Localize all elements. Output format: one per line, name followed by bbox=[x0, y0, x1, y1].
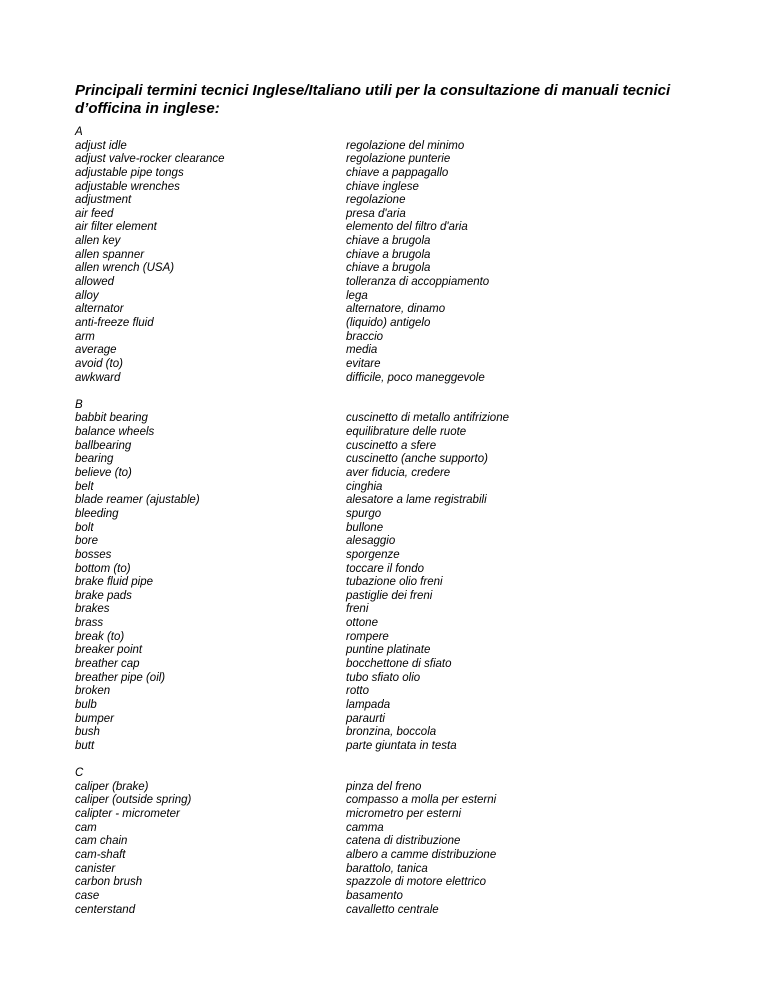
english-term: babbit bearing bbox=[75, 412, 148, 425]
italian-translation: (liquido) antigelo bbox=[346, 316, 431, 329]
glossary-entry bbox=[75, 549, 695, 563]
italian-translation: equilibrature delle ruote bbox=[346, 426, 467, 439]
english-term: butt bbox=[75, 739, 95, 752]
italian-translation: parte giuntata in testa bbox=[346, 739, 457, 752]
english-term: break (to) bbox=[75, 630, 125, 643]
english-term: bumper bbox=[75, 712, 114, 725]
italian-translation: puntine platinate bbox=[346, 644, 431, 657]
glossary-entry bbox=[75, 481, 695, 495]
glossary-entry bbox=[75, 440, 695, 454]
italian-translation: chiave a brugola bbox=[346, 262, 431, 275]
english-term: cam bbox=[75, 821, 97, 834]
italian-translation: catena di distribuzione bbox=[346, 835, 461, 848]
italian-translation: rotto bbox=[346, 685, 370, 698]
english-term: cam chain bbox=[75, 835, 128, 848]
english-term: avoid (to) bbox=[75, 357, 123, 370]
english-term: allen wrench (USA) bbox=[75, 262, 175, 275]
english-term: anti-freeze fluid bbox=[75, 316, 154, 329]
italian-translation: micrometro per esterni bbox=[346, 808, 462, 821]
italian-translation: toccare il fondo bbox=[346, 562, 424, 575]
glossary-entry bbox=[75, 808, 695, 822]
english-term: caliper (brake) bbox=[75, 780, 149, 793]
italian-translation: barattolo, tanica bbox=[346, 862, 428, 875]
glossary-entry bbox=[75, 467, 695, 481]
english-term: allowed bbox=[75, 276, 114, 289]
english-term: arm bbox=[75, 330, 95, 343]
english-term: balance wheels bbox=[75, 426, 155, 439]
glossary-entry bbox=[75, 208, 695, 222]
glossary-entry bbox=[75, 508, 695, 522]
italian-translation: braccio bbox=[346, 330, 384, 343]
glossary-entry bbox=[75, 849, 695, 863]
glossary-entry bbox=[75, 276, 695, 290]
glossary-entry bbox=[75, 726, 695, 740]
glossary-entry bbox=[75, 140, 695, 154]
glossary-entry bbox=[75, 658, 695, 672]
italian-translation: lampada bbox=[346, 698, 391, 711]
glossary-entry bbox=[75, 317, 695, 331]
italian-translation: alesaggio bbox=[346, 535, 396, 548]
italian-translation: sporgenze bbox=[346, 548, 400, 561]
glossary-entry bbox=[75, 699, 695, 713]
italian-translation: tolleranza di accoppiamento bbox=[346, 276, 490, 289]
english-term: breaker point bbox=[75, 644, 143, 657]
english-term: adjust idle bbox=[75, 139, 127, 152]
italian-translation: bocchettone di sfiato bbox=[346, 657, 452, 670]
glossary-entry bbox=[75, 794, 695, 808]
english-term: bolt bbox=[75, 521, 94, 534]
glossary-entry bbox=[75, 331, 695, 345]
italian-translation: tubazione olio freni bbox=[346, 576, 443, 589]
english-term: blade reamer (ajustable) bbox=[75, 494, 200, 507]
english-term: adjustable pipe tongs bbox=[75, 166, 184, 179]
italian-translation: cuscinetto di metallo antifrizione bbox=[346, 412, 509, 425]
italian-translation: chiave a pappagallo bbox=[346, 166, 449, 179]
english-term: average bbox=[75, 344, 117, 357]
glossary-entry bbox=[75, 685, 695, 699]
glossary-entry bbox=[75, 412, 695, 426]
english-term: believe (to) bbox=[75, 467, 132, 480]
glossary-entry bbox=[75, 358, 695, 372]
glossary-section-b bbox=[75, 399, 695, 754]
english-term: adjustment bbox=[75, 194, 132, 207]
italian-translation: basamento bbox=[346, 889, 403, 902]
english-term: allen spanner bbox=[75, 248, 145, 261]
english-term: adjust valve-rocker clearance bbox=[75, 153, 225, 166]
document-title: Principali termini tecnici Inglese/Italiano utili per la consultazione di manuali tecnici d’officina in inglese: bbox=[75, 82, 671, 117]
italian-translation: cuscinetto a sfere bbox=[346, 439, 437, 452]
english-term: brakes bbox=[75, 603, 110, 616]
english-term: bush bbox=[75, 726, 100, 739]
glossary-entry bbox=[75, 835, 695, 849]
english-term: bosses bbox=[75, 548, 112, 561]
italian-translation: cinghia bbox=[346, 480, 383, 493]
glossary-entry bbox=[75, 603, 695, 617]
english-term: allen key bbox=[75, 235, 121, 248]
english-term: brake fluid pipe bbox=[75, 576, 153, 589]
glossary-entry bbox=[75, 890, 695, 904]
english-term: canister bbox=[75, 862, 116, 875]
glossary-entry bbox=[75, 221, 695, 235]
glossary-entry bbox=[75, 290, 695, 304]
glossary bbox=[75, 126, 695, 917]
italian-translation: spazzole di motore elettrico bbox=[346, 876, 486, 889]
english-term: breather cap bbox=[75, 657, 140, 670]
glossary-section-a bbox=[75, 126, 695, 385]
glossary-entry bbox=[75, 235, 695, 249]
english-term: alternator bbox=[75, 303, 124, 316]
glossary-entry bbox=[75, 535, 695, 549]
italian-translation: regolazione punterie bbox=[346, 153, 451, 166]
glossary-entry bbox=[75, 617, 695, 631]
italian-translation: regolazione del minimo bbox=[346, 139, 465, 152]
glossary-entry bbox=[75, 167, 695, 181]
glossary-entry bbox=[75, 713, 695, 727]
glossary-entry bbox=[75, 453, 695, 467]
english-term: bearing bbox=[75, 453, 114, 466]
glossary-entry bbox=[75, 194, 695, 208]
italian-translation: alesatore a lame registrabili bbox=[346, 494, 487, 507]
italian-translation: bullone bbox=[346, 521, 384, 534]
english-term: bleeding bbox=[75, 507, 119, 520]
italian-translation: elemento del filtro d'aria bbox=[346, 221, 468, 234]
english-term: calipter - micrometer bbox=[75, 808, 180, 821]
glossary-entry bbox=[75, 863, 695, 877]
italian-translation: compasso a molla per esterni bbox=[346, 794, 497, 807]
italian-translation: lega bbox=[346, 289, 368, 302]
english-term: bore bbox=[75, 535, 99, 548]
glossary-entry bbox=[75, 522, 695, 536]
glossary-entry bbox=[75, 740, 695, 754]
italian-translation: rompere bbox=[346, 630, 389, 643]
section-letter: C bbox=[75, 767, 84, 780]
italian-translation: cuscinetto (anche supporto) bbox=[346, 453, 488, 466]
glossary-entry bbox=[75, 822, 695, 836]
italian-translation: chiave a brugola bbox=[346, 248, 431, 261]
glossary-entry bbox=[75, 344, 695, 358]
glossary-entry bbox=[75, 781, 695, 795]
english-term: adjustable wrenches bbox=[75, 180, 180, 193]
italian-translation: evitare bbox=[346, 357, 381, 370]
italian-translation: cavalletto centrale bbox=[346, 903, 439, 916]
glossary-entry bbox=[75, 672, 695, 686]
glossary-entry bbox=[75, 303, 695, 317]
english-term: brass bbox=[75, 617, 104, 630]
glossary-entry bbox=[75, 904, 695, 918]
italian-translation: tubo sfiato olio bbox=[346, 671, 421, 684]
english-term: alloy bbox=[75, 289, 99, 302]
italian-translation: albero a camme distribuzione bbox=[346, 848, 497, 861]
glossary-section-c bbox=[75, 767, 695, 917]
glossary-entry bbox=[75, 644, 695, 658]
glossary-entry bbox=[75, 153, 695, 167]
glossary-entry bbox=[75, 249, 695, 263]
section-letter: B bbox=[75, 398, 83, 411]
italian-translation: chiave inglese bbox=[346, 180, 419, 193]
glossary-entry bbox=[75, 372, 695, 386]
glossary-entry bbox=[75, 262, 695, 276]
glossary-entry bbox=[75, 494, 695, 508]
italian-translation: regolazione bbox=[346, 194, 406, 207]
italian-translation: camma bbox=[346, 821, 384, 834]
italian-translation: ottone bbox=[346, 617, 378, 630]
italian-translation: paraurti bbox=[346, 712, 385, 725]
english-term: bottom (to) bbox=[75, 562, 131, 575]
english-term: carbon brush bbox=[75, 876, 143, 889]
glossary-entry bbox=[75, 576, 695, 590]
glossary-entry bbox=[75, 563, 695, 577]
english-term: breather pipe (oil) bbox=[75, 671, 166, 684]
english-term: air feed bbox=[75, 207, 114, 220]
english-term: broken bbox=[75, 685, 111, 698]
english-term: cam-shaft bbox=[75, 848, 126, 861]
italian-translation: chiave a brugola bbox=[346, 235, 431, 248]
english-term: case bbox=[75, 889, 100, 902]
italian-translation: difficile, poco maneggevole bbox=[346, 371, 485, 384]
italian-translation: bronzina, boccola bbox=[346, 726, 437, 739]
italian-translation: pinza del freno bbox=[346, 780, 422, 793]
english-term: caliper (outside spring) bbox=[75, 794, 192, 807]
english-term: air filter element bbox=[75, 221, 157, 234]
glossary-entry bbox=[75, 590, 695, 604]
italian-translation: spurgo bbox=[346, 507, 382, 520]
italian-translation: media bbox=[346, 344, 378, 357]
english-term: ballbearing bbox=[75, 439, 132, 452]
italian-translation: aver fiducia, credere bbox=[346, 467, 451, 480]
glossary-entry bbox=[75, 631, 695, 645]
glossary-entry bbox=[75, 876, 695, 890]
english-term: belt bbox=[75, 480, 94, 493]
english-term: bulb bbox=[75, 698, 97, 711]
english-term: awkward bbox=[75, 371, 121, 384]
section-letter: A bbox=[75, 126, 83, 138]
glossary-entry bbox=[75, 181, 695, 195]
glossary-entry bbox=[75, 426, 695, 440]
italian-translation: freni bbox=[346, 603, 369, 616]
english-term: brake pads bbox=[75, 589, 132, 602]
english-term: centerstand bbox=[75, 903, 136, 916]
italian-translation: pastiglie dei freni bbox=[346, 589, 433, 602]
italian-translation: alternatore, dinamo bbox=[346, 303, 446, 316]
italian-translation: presa d'aria bbox=[346, 207, 406, 220]
